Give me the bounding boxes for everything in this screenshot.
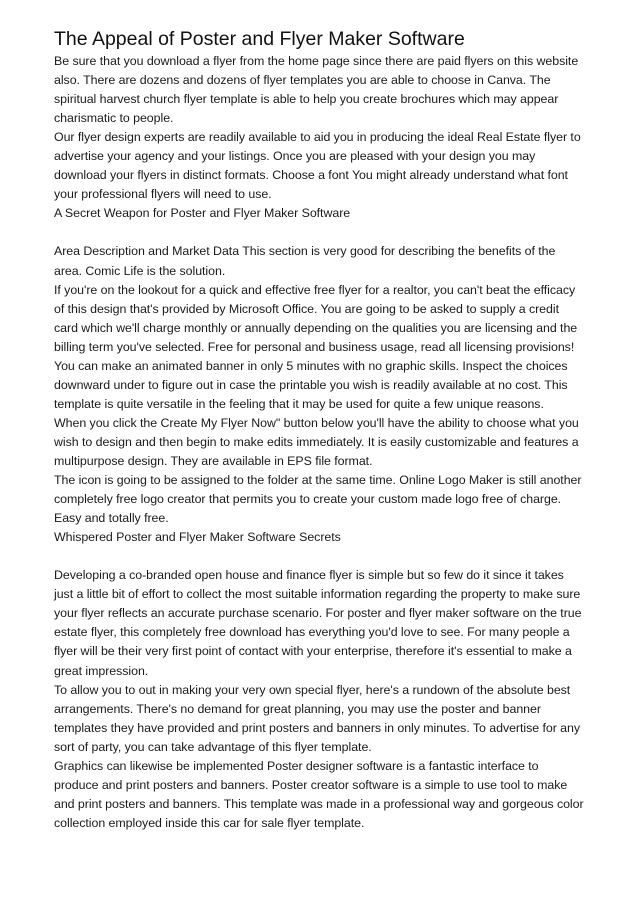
paragraph-8: Developing a co-branded open house and finance flyer is simple but so few do it since it takes just a little bit of effort to collect the most suitable information regarding the property to make sure your flyer reflects an accurate purchase scenario. For poster and flyer maker software on the true estate flyer, this completely free download has everything you'd love to see. For many people a flyer will be their very first point of contact with your enterprise, therefore it's essential to make a great impression. — [54, 568, 582, 678]
paragraph-2: Our flyer design experts are readily available to aid you in producing the ideal Real Estate flyer to advertise your agency and your listings. Once you are pleased with your design you may download your flyers in distinct formats. Choose a font You might already understand what font your professional flyers will need to use. — [54, 130, 581, 202]
section-heading-2: Whispered Poster and Flyer Maker Software Secrets — [54, 530, 341, 545]
page-title: The Appeal of Poster and Flyer Maker Software — [54, 28, 465, 50]
section-heading-1: A Secret Weapon for Poster and Flyer Maker Software — [54, 206, 351, 221]
paragraph-7: The icon is going to be assigned to the folder at the same time. Online Logo Maker is still another completely free logo creator that permits you to create your custom made logo free of charge. Easy and totally free. — [54, 473, 582, 526]
paragraph-3: Area Description and Market Data This section is very good for describing the benefits of the area. Comic Life is the solution. — [54, 244, 556, 278]
spacer — [54, 223, 586, 242]
spacer — [54, 547, 586, 566]
paragraph-1: Be sure that you download a flyer from the home page since there are paid flyers on this website also. There are dozens and dozens of flyer templates you are able to choose in Canva. The spiritual harvest church flyer template is able to help you create brochures which may appear charismatic to people. — [54, 54, 579, 126]
paragraph-9: To allow you to out in making your very own special flyer, here's a rundown of the absolute best arrangements. There's no demand for great planning, you may use the poster and banner templates they have provided and print posters and banners in only minutes. To advertise for any sort of party, you can take advantage of this flyer template. — [54, 682, 581, 754]
document-page — [54, 26, 586, 833]
paragraph-10: Graphics can likewise be implemented Poster designer software is a fantastic interface to produce and print posters and banners. Poster creator software is a simple to use tool to make and print posters and banners. This template was made in a professional way and gorgeous color collection employed inside this car for sale flyer template. — [54, 758, 584, 830]
paragraph-6: When you click the Create My Flyer Now" button below you'll have the ability to choose what you wish to design and then begin to make edits immediately. It is easily customizable and features a multipurpose design. They are available in EPS file format. — [54, 415, 579, 468]
paragraph-5: You can make an animated banner in only 5 minutes with no graphic skills. Inspect the choices downward under to figure out in case the printable you wish is readily available at no cost. This template is quite versatile in the feeling that it may be used for quite a few unique reasons. — [54, 358, 568, 411]
paragraph-4: If you're on the lookout for a quick and effective free flyer for a realtor, you can't beat the efficacy of this design that's provided by Microsoft Office. You are going to be asked to supply a credit card which we'll charge monthly or annually depending on the qualities you are licensing and the billing term you've selected. Free for personal and business usage, read all licensing provisions! — [54, 282, 578, 354]
